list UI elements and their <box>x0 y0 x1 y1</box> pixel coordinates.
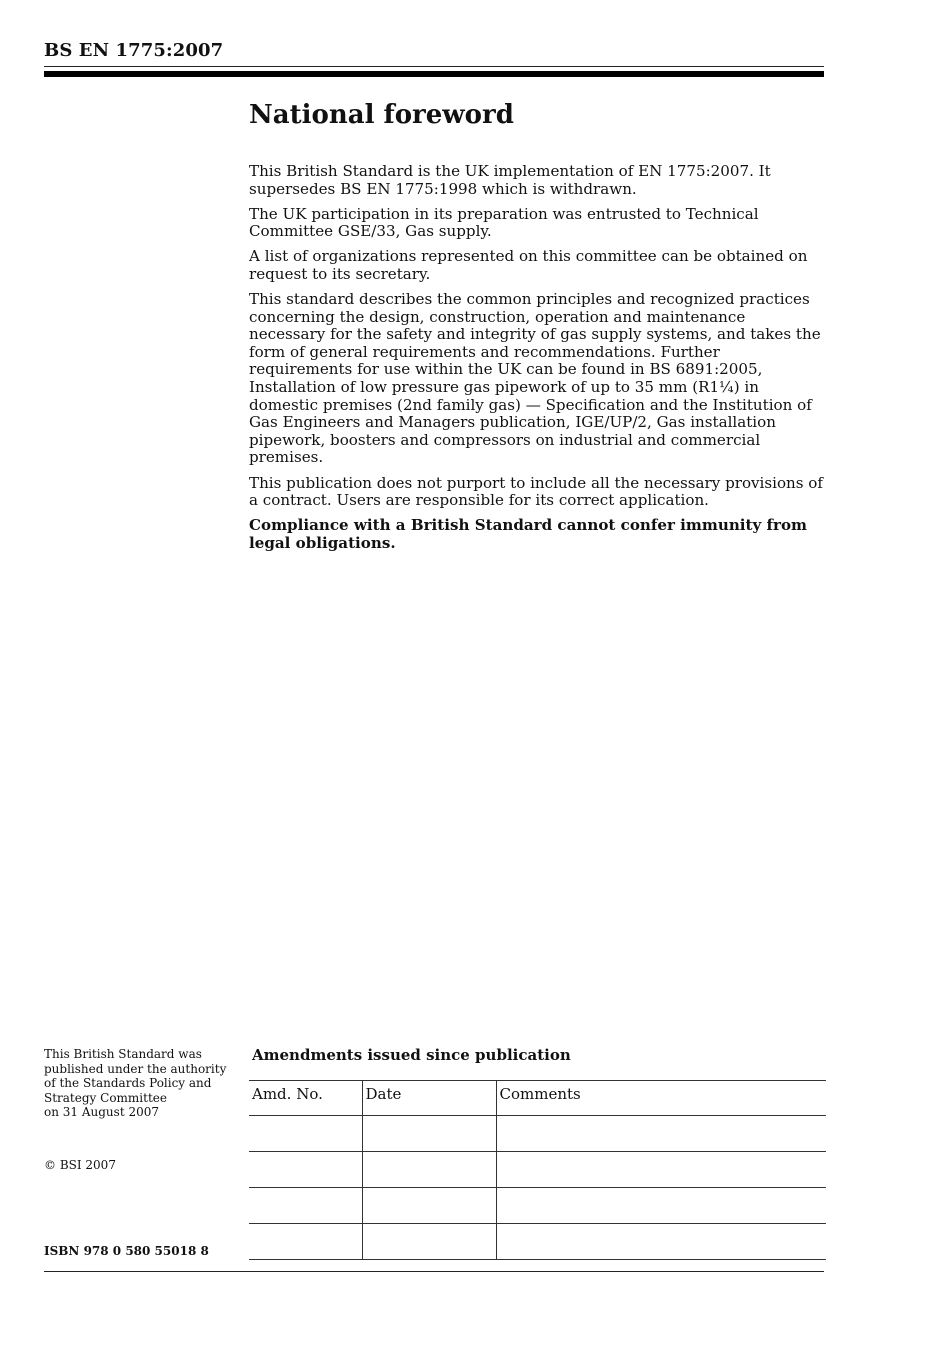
table-cell <box>249 1188 362 1224</box>
table-cell <box>496 1188 826 1224</box>
paragraph-provisions: This publication does not purport to include all the necessary provisions of a contract. Users are responsible for its correct application. <box>249 473 823 510</box>
table-cell <box>362 1152 496 1188</box>
publication-note-line: published under the authority <box>44 1061 227 1076</box>
document-id: BS EN 1775:2007 <box>44 40 224 61</box>
table-row <box>249 1224 826 1260</box>
table-row <box>249 1116 826 1152</box>
amendments-table <box>249 1080 826 1260</box>
publication-note-line: on 31 August 2007 <box>44 1105 159 1119</box>
isbn: ISBN 978 0 580 55018 8 <box>44 1244 209 1258</box>
column-header-date: Date <box>362 1081 496 1116</box>
table-cell <box>496 1152 826 1188</box>
column-header-amd-no: Amd. No. <box>252 1085 323 1103</box>
paragraph-scope: This standard describes the common principles and recognized practices concerning the design, construction, operation and maintenance necessary for the safety and integrity of gas supply systems, and takes the form of general requirements and recommendations. Further requirements for use within the UK can be found in BS 6891:2005, Installation of low pressure gas pipework of up to 35 mm (R1¼) in domestic premises (2nd family gas) — Specification and the Institution of Gas Engineers and Managers publication, IGE/UP/2, Gas installation pipework, boosters and compressors on industrial and commercial premises. <box>249 290 821 467</box>
foreword-body <box>249 163 825 560</box>
table-cell <box>496 1224 826 1260</box>
table-cell <box>496 1116 826 1152</box>
amendments-header-row <box>249 1081 826 1116</box>
compliance-statement: Compliance with a British Standard cannot confer immunity from legal obligations. <box>249 516 808 552</box>
copyright-notice: © BSI 2007 <box>44 1158 116 1172</box>
table-row <box>249 1152 826 1188</box>
paragraph-implementation: This British Standard is the UK implementation of EN 1775:2007. It supersedes BS EN 1775:1998 which is withdrawn. <box>249 162 771 198</box>
publication-note-line: of the Standards Policy and <box>44 1076 212 1090</box>
publication-note <box>44 1047 234 1120</box>
table-cell <box>362 1116 496 1152</box>
paragraph-organizations: A list of organizations represented on this committee can be obtained on request to its secretary. <box>249 247 808 283</box>
paragraph-participation: The UK participation in its preparation was entrusted to Technical Committee GSE/33, Gas supply. <box>249 204 759 241</box>
amendments-title: Amendments issued since publication <box>252 1046 571 1064</box>
table-cell <box>362 1224 496 1260</box>
page-title: National foreword <box>249 100 514 130</box>
table-cell <box>249 1152 362 1188</box>
header-thin-rule <box>44 66 824 67</box>
header-thick-rule <box>44 71 824 77</box>
publication-note-line: This British Standard was <box>44 1047 202 1061</box>
table-cell <box>362 1188 496 1224</box>
table-row <box>249 1188 826 1224</box>
table-cell <box>249 1224 362 1260</box>
table-cell <box>249 1116 362 1152</box>
publication-note-line: Strategy Committee <box>44 1090 167 1105</box>
column-header-comments: Comments <box>496 1081 826 1116</box>
footer-rule <box>44 1271 824 1272</box>
